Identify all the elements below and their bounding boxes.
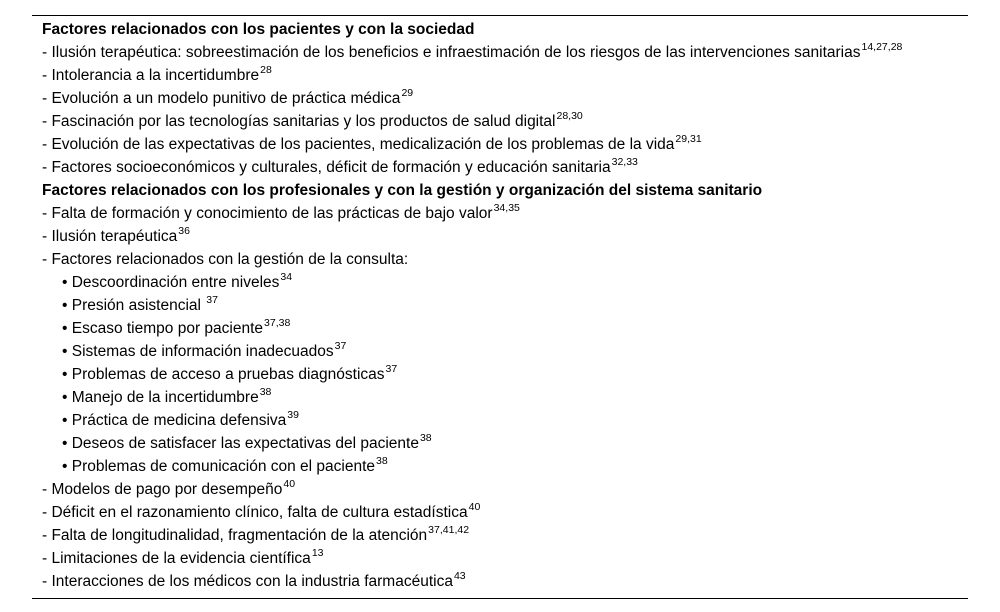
reference-superscript: 43 [453, 570, 466, 582]
row-text: - Fascinación por las tecnologías sanitarias y los productos de salud digital [42, 113, 556, 130]
row-text: • Sistemas de información inadecuados [62, 343, 334, 360]
list-item [42, 478, 968, 501]
row-text: • Escaso tiempo por paciente [62, 320, 264, 337]
reference-superscript: 37 [206, 294, 218, 306]
reference-superscript: 28,30 [556, 110, 583, 122]
reference-superscript: 14,27,28 [861, 41, 903, 53]
list-item [42, 156, 968, 179]
row-text: - Limitaciones de la evidencia científica [42, 550, 311, 567]
row-text: - Falta de longitudinalidad, fragmentación de la atención [42, 527, 428, 544]
list-item [42, 570, 968, 593]
bullet-item [42, 386, 968, 409]
list-item [42, 41, 968, 64]
row-text: - Falta de formación y conocimiento de las prácticas de bajo valor [42, 205, 493, 222]
reference-superscript: 40 [283, 478, 296, 490]
row-text: • Práctica de medicina defensiva [62, 412, 287, 429]
row-text: - Evolución a un modelo punitivo de práctica médica [42, 90, 401, 107]
reference-superscript: 32,33 [611, 156, 638, 168]
reference-superscript: 29 [401, 87, 414, 99]
row-text: - Ilusión terapéutica [42, 228, 178, 245]
reference-superscript: 37,41,42 [428, 524, 470, 536]
reference-superscript: 37,38 [264, 317, 291, 329]
reference-superscript: 40 [468, 501, 481, 513]
reference-superscript: 13 [311, 547, 324, 559]
reference-superscript: 34 [280, 271, 293, 283]
list-item [42, 202, 968, 225]
bullet-item [42, 294, 968, 317]
row-text: • Descoordinación entre niveles [62, 274, 280, 291]
section-header-professionals-system [42, 179, 968, 202]
section-header-patients-society [42, 18, 968, 41]
reference-superscript: 34,35 [493, 202, 520, 214]
factors-table [32, 15, 968, 599]
row-text: • Problemas de acceso a pruebas diagnósticas [62, 366, 385, 383]
row-text: • Deseos de satisfacer las expectativas del paciente [62, 435, 419, 452]
list-item [42, 225, 968, 248]
row-text: - Interacciones de los médicos con la industria farmacéutica [42, 573, 453, 590]
list-item [42, 547, 968, 570]
reference-superscript: 38 [419, 432, 432, 444]
row-text: - Déficit en el razonamiento clínico, falta de cultura estadística [42, 504, 468, 521]
reference-superscript: 28 [260, 64, 272, 76]
list-item [42, 524, 968, 547]
reference-superscript: 37 [334, 340, 347, 352]
reference-superscript: 38 [259, 386, 272, 398]
list-item [42, 110, 968, 133]
row-text: - Factores socioeconómicos y culturales, déficit de formación y educación sanitaria [42, 159, 611, 176]
reference-superscript: 39 [287, 409, 299, 421]
bullet-item [42, 271, 968, 294]
row-text: - Modelos de pago por desempeño [42, 481, 283, 498]
reference-superscript: 36 [178, 225, 190, 237]
row-text: Factores relacionados con los pacientes y con la sociedad [42, 21, 475, 38]
reference-superscript: 38 [376, 455, 388, 467]
row-text: - Evolución de las expectativas de los pacientes, medicalización de los problemas de la vida [42, 136, 675, 153]
bullet-item [42, 455, 968, 478]
row-text: • Manejo de la incertidumbre [62, 389, 259, 406]
list-item [42, 133, 968, 156]
bullet-item [42, 409, 968, 432]
row-text: - Factores relacionados con la gestión de la consulta: [42, 251, 409, 268]
row-text: • Presión asistencial [62, 297, 206, 314]
list-item [42, 64, 968, 87]
reference-superscript: 29,31 [675, 133, 702, 145]
list-item [42, 87, 968, 110]
reference-superscript: 37 [385, 363, 398, 375]
row-text: - Intolerancia a la incertidumbre [42, 67, 260, 84]
list-item [42, 248, 968, 271]
bullet-item [42, 363, 968, 386]
list-item [42, 501, 968, 524]
bullet-item [42, 340, 968, 363]
row-text: - Ilusión terapéutica: sobreestimación de los beneficios e infraestimación de los riesgos de las intervenciones sanitarias [42, 44, 861, 61]
bullet-item [42, 432, 968, 455]
row-text: • Problemas de comunicación con el paciente [62, 458, 376, 475]
bullet-item [42, 317, 968, 340]
row-text: Factores relacionados con los profesionales y con la gestión y organización del sistema sanitario [42, 182, 763, 199]
